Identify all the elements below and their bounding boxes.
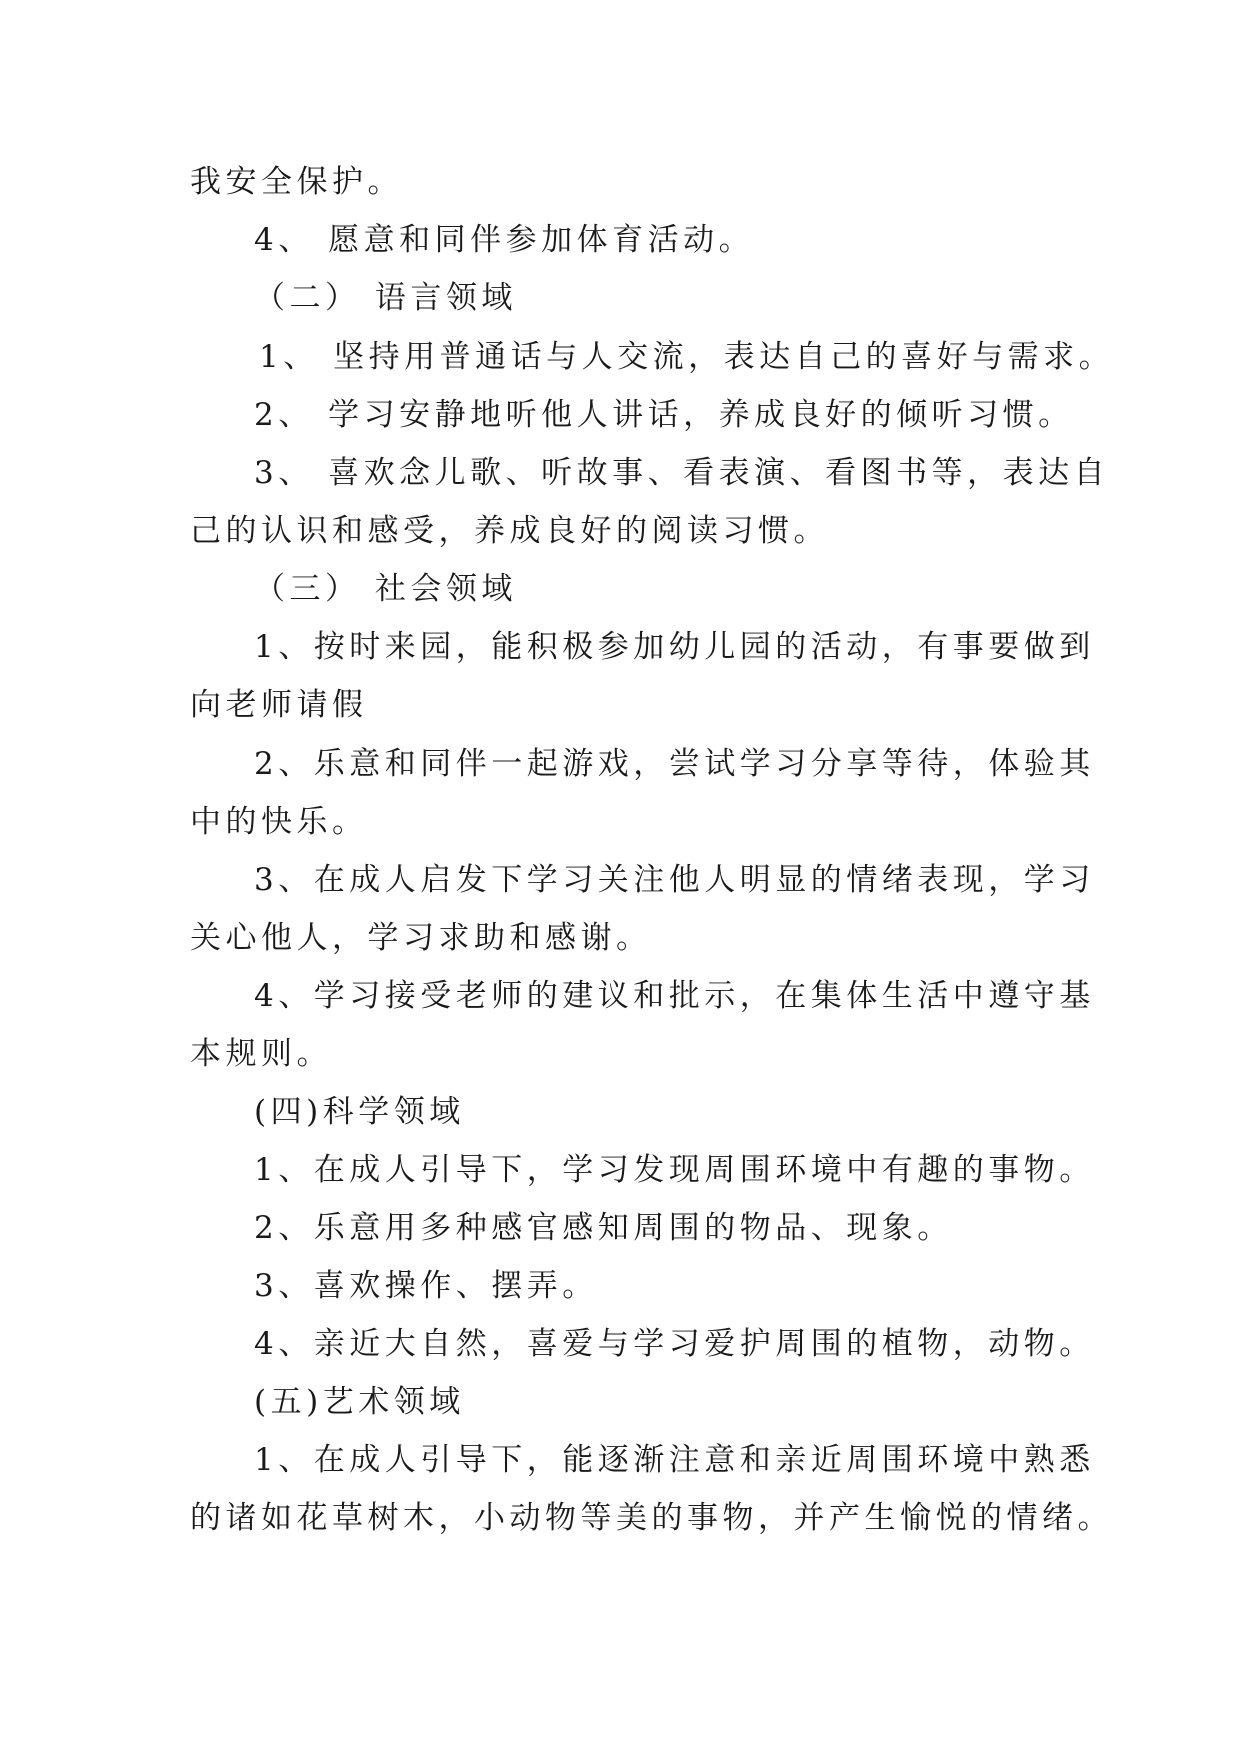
list-item: 4、亲近大自然，喜爱与学习爱护周围的植物，动物。 [254, 1326, 1095, 1362]
list-item: 2、乐意用多种感官感知周围的物品、现象。 [254, 1210, 953, 1246]
list-item: 4、 愿意和同伴参加体育活动。 [254, 222, 755, 258]
list-item: 3、喜欢操作、摆弄。 [254, 1268, 598, 1304]
list-item: 1、在成人引导下，能逐渐注意和亲近周围环境中熟悉 [254, 1442, 1095, 1478]
section-heading-language: （二） 语言领域 [254, 280, 517, 316]
list-item: 4、学习接受老师的建议和批示，在集体生活中遵守基 [254, 978, 1095, 1014]
text-line: 的诸如花草树木，小动物等美的事物，并产生愉悦的情绪。 [190, 1500, 1113, 1536]
text-line: 我安全保护。 [190, 164, 403, 200]
text-line: 己的认识和感受，养成良好的阅读习惯。 [190, 513, 829, 549]
list-item: 3、在成人启发下学习关注他人明显的情绪表现，学习 [254, 862, 1095, 898]
text-line: 本规则。 [190, 1036, 332, 1072]
section-heading-social: （三） 社会领域 [254, 571, 517, 607]
section-heading-art: (五)艺术领域 [254, 1384, 465, 1420]
list-item: 1、 坚持用普通话与人交流，表达自己的喜好与需求。 [259, 339, 1115, 375]
list-item: 1、按时来园，能积极参加幼儿园的活动，有事要做到 [254, 629, 1095, 665]
list-item: 1、在成人引导下，学习发现周围环境中有趣的事物。 [254, 1152, 1095, 1188]
list-item: 3、 喜欢念儿歌、听故事、看表演、看图书等，表达自 [254, 455, 1110, 491]
text-line: 向老师请假 [190, 687, 368, 723]
list-item: 2、乐意和同伴一起游戏，尝试学习分享等待，体验其 [254, 746, 1095, 782]
list-item: 2、 学习安静地听他人讲话，养成良好的倾听习惯。 [254, 397, 1074, 433]
section-heading-science: (四)科学领域 [254, 1094, 465, 1130]
text-line: 中的快乐。 [190, 804, 368, 840]
text-line: 关心他人，学习求助和感谢。 [190, 920, 652, 956]
